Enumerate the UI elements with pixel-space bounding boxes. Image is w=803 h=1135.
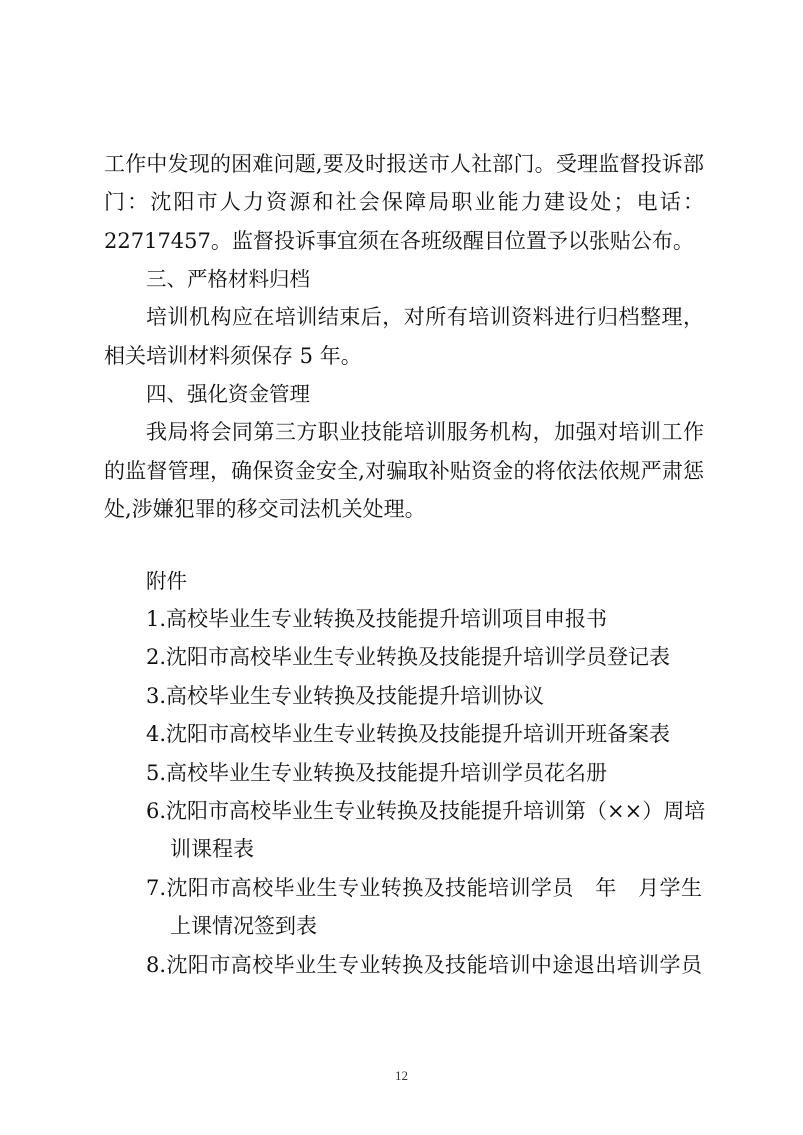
section-heading-3: 三、严格材料归档: [146, 267, 310, 291]
paragraph-line: 处,涉嫌犯罪的移交司法机关处理。: [104, 497, 426, 521]
paragraph-line: 的监督管理，确保资金安全,对骗取补贴资金的将依法依规严肃惩: [104, 459, 704, 483]
attachment-item: 5.高校毕业生专业转换及技能提升培训学员花名册: [146, 761, 608, 785]
attachment-item: 1.高校毕业生专业转换及技能提升培训项目申报书: [146, 607, 608, 631]
attachment-item: 7.沈阳市高校毕业生专业转换及技能培训学员 年 月学生: [146, 876, 702, 900]
attachment-item: 8.沈阳市高校毕业生专业转换及技能培训中途退出培训学员: [146, 953, 702, 977]
section-heading-4: 四、强化资金管理: [146, 382, 310, 406]
paragraph-line: 相关培训材料须保存 5 年。: [104, 344, 362, 368]
attachment-item: 2.沈阳市高校毕业生专业转换及技能提升培训学员登记表: [146, 645, 671, 669]
paragraph-line: 我局将会同第三方职业技能培训服务机构，加强对培训工作: [146, 420, 704, 444]
paragraph-line: 22717457。监督投诉事宜须在各班级醒目位置予以张贴公布。: [104, 229, 694, 253]
paragraph-line: 门：沈阳市人力资源和社会保障局职业能力建设处；电话：: [104, 190, 704, 214]
page-number: 12: [395, 1068, 408, 1083]
attachment-item: 3.高校毕业生专业转换及技能提升培训协议: [146, 684, 545, 708]
paragraph-line: 培训机构应在培训结束后，对所有培训资料进行归档整理，: [146, 305, 704, 329]
attachment-item: 6.沈阳市高校毕业生专业转换及技能提升培训第（××）周培: [146, 799, 706, 823]
attachments-title: 附件: [146, 569, 187, 593]
attachment-item: 4.沈阳市高校毕业生专业转换及技能提升培训开班备案表: [146, 722, 671, 746]
paragraph-line: 工作中发现的困难问题,要及时报送市人社部门。受理监督投诉部: [104, 152, 704, 176]
attachment-item-continued: 上课情况签到表: [170, 914, 317, 938]
attachment-item-continued: 训课程表: [170, 837, 254, 861]
